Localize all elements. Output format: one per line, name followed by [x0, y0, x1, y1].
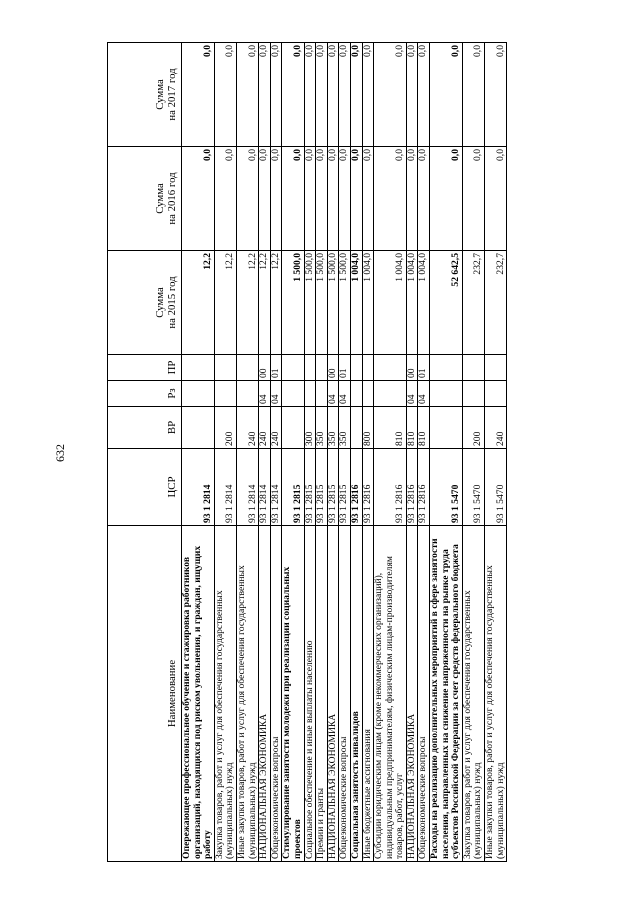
cell-sum-2017: 0,0 [485, 43, 507, 147]
cell-pr [485, 355, 507, 381]
cell-csr: 93 1 5470 [430, 449, 463, 526]
cell-name: Иные закупки товаров, работ и услуг для обеспечения государственных (муниципальных) нужд [236, 526, 258, 862]
cell-sum-2017: 0,0 [282, 43, 304, 147]
cell-pr: 01 [339, 355, 351, 381]
cell-rz [304, 381, 316, 407]
cell-sum-2017: 0,0 [350, 43, 362, 147]
cell-sum-2015: 1 004,0 [374, 251, 407, 355]
cell-sum-2015: 1 500,0 [327, 251, 339, 355]
cell-vr: 810 [418, 407, 430, 449]
cell-sum-2016: 0,0 [270, 147, 282, 251]
table-row [374, 43, 407, 862]
cell-csr: 93 1 5470 [462, 449, 484, 526]
cell-sum-2017: 0,0 [362, 43, 374, 147]
cell-csr: 93 1 2815 [316, 449, 328, 526]
cell-csr: 93 1 2816 [350, 449, 362, 526]
table-row [304, 43, 316, 862]
cell-sum-2016: 0,0 [362, 147, 374, 251]
header-csr: ЦСР [108, 449, 182, 526]
cell-sum-2015: 1 004,0 [418, 251, 430, 355]
header-name: Наименование [108, 526, 182, 862]
cell-sum-2016: 0,0 [462, 147, 484, 251]
cell-sum-2015: 232,7 [462, 251, 484, 355]
cell-name: Общеэкономические вопросы [270, 526, 282, 862]
cell-sum-2015: 232,7 [485, 251, 507, 355]
cell-sum-2017: 0,0 [182, 43, 215, 147]
table-row [350, 43, 362, 862]
rotated-table-wrapper [107, 42, 507, 862]
table-row [430, 43, 463, 862]
cell-csr: 93 1 2815 [304, 449, 316, 526]
table-row [362, 43, 374, 862]
cell-name: Общеэкономические вопросы [418, 526, 430, 862]
header-sum-2017: Сумма на 2017 год [108, 43, 182, 147]
cell-rz: 04 [406, 381, 418, 407]
cell-sum-2017: 0,0 [316, 43, 328, 147]
cell-csr: 93 1 2815 [327, 449, 339, 526]
cell-vr: 350 [339, 407, 351, 449]
cell-sum-2016: 0,0 [182, 147, 215, 251]
cell-sum-2015: 1 500,0 [339, 251, 351, 355]
table-row [182, 43, 215, 862]
cell-sum-2015: 12,2 [236, 251, 258, 355]
cell-name: НАЦИОНАЛЬНАЯ ЭКОНОМИКА [259, 526, 271, 862]
cell-csr: 93 1 2814 [236, 449, 258, 526]
cell-vr: 350 [327, 407, 339, 449]
cell-csr: 93 1 2814 [214, 449, 236, 526]
cell-sum-2017: 0,0 [327, 43, 339, 147]
cell-vr: 350 [316, 407, 328, 449]
cell-name: Субсидии юридическим лицам (кроме некоммерческих организаций), индивидуальным предпринимателям, физическим лицам-производителям товаров, работ, услуг [374, 526, 407, 862]
cell-rz: 04 [327, 381, 339, 407]
cell-pr: 00 [327, 355, 339, 381]
cell-sum-2016: 0,0 [485, 147, 507, 251]
cell-name: Закупка товаров, работ и услуг для обеспечения государственных (муниципальных) нужд [214, 526, 236, 862]
cell-sum-2017: 0,0 [339, 43, 351, 147]
cell-name: Общеэкономические вопросы [339, 526, 351, 862]
cell-pr [350, 355, 362, 381]
table-row [418, 43, 430, 862]
cell-name: Расходы на реализацию дополнительных мероприятий в сфере занятости населения, направленных на снижение напряженности на рынке труда субъектов Российской Федерации за счет средств федерального бюджета [430, 526, 463, 862]
cell-vr [350, 407, 362, 449]
cell-sum-2015: 12,2 [214, 251, 236, 355]
table-row [485, 43, 507, 862]
table-row [282, 43, 304, 862]
cell-sum-2017: 0,0 [304, 43, 316, 147]
cell-csr: 93 1 2815 [339, 449, 351, 526]
cell-sum-2017: 0,0 [214, 43, 236, 147]
cell-name: Стимулирование занятости молодежи при реализации социальных проектов [282, 526, 304, 862]
cell-csr: 93 1 2816 [374, 449, 407, 526]
cell-rz [362, 381, 374, 407]
page-number: 632 [53, 444, 67, 462]
cell-pr [214, 355, 236, 381]
cell-name: НАЦИОНАЛЬНАЯ ЭКОНОМИКА [327, 526, 339, 862]
cell-vr [182, 407, 215, 449]
cell-pr [182, 355, 215, 381]
cell-sum-2015: 1 500,0 [282, 251, 304, 355]
cell-pr [362, 355, 374, 381]
cell-pr [304, 355, 316, 381]
cell-sum-2016: 0,0 [339, 147, 351, 251]
header-vr: ВР [108, 407, 182, 449]
cell-pr [236, 355, 258, 381]
cell-rz: 04 [339, 381, 351, 407]
cell-name: Социальное обеспечение и иные выплаты населению [304, 526, 316, 862]
cell-name: Иные закупки товаров, работ и услуг для обеспечения государственных (муниципальных) нужд [485, 526, 507, 862]
cell-sum-2015: 1 500,0 [316, 251, 328, 355]
table-header-row [108, 43, 182, 862]
cell-rz [316, 381, 328, 407]
cell-pr [282, 355, 304, 381]
cell-sum-2017: 0,0 [374, 43, 407, 147]
cell-pr [374, 355, 407, 381]
cell-vr: 240 [485, 407, 507, 449]
cell-vr: 800 [362, 407, 374, 449]
cell-sum-2016: 0,0 [374, 147, 407, 251]
cell-name: Опережающее профессиональное обучение и стажировка работников организаций, находящихся под риском увольнения, и граждан, ищущих работу [182, 526, 215, 862]
cell-rz: 04 [270, 381, 282, 407]
table-row [462, 43, 484, 862]
cell-vr: 300 [304, 407, 316, 449]
cell-sum-2015: 1 004,0 [350, 251, 362, 355]
cell-csr: 93 1 2816 [406, 449, 418, 526]
cell-sum-2015: 1 004,0 [362, 251, 374, 355]
cell-rz [182, 381, 215, 407]
cell-sum-2016: 0,0 [236, 147, 258, 251]
table-row [339, 43, 351, 862]
header-rz: Рз [108, 381, 182, 407]
cell-sum-2016: 0,0 [418, 147, 430, 251]
cell-rz [485, 381, 507, 407]
cell-sum-2017: 0,0 [462, 43, 484, 147]
table-row [406, 43, 418, 862]
cell-name: Иные бюджетные ассигнования [362, 526, 374, 862]
cell-csr: 93 1 2814 [182, 449, 215, 526]
cell-rz [430, 381, 463, 407]
cell-vr: 240 [236, 407, 258, 449]
budget-table [107, 42, 507, 862]
cell-pr: 01 [418, 355, 430, 381]
cell-name: Социальная занятость инвалидов [350, 526, 362, 862]
cell-name: НАЦИОНАЛЬНАЯ ЭКОНОМИКА [406, 526, 418, 862]
cell-name: Закупка товаров, работ и услуг для обеспечения государственных (муниципальных) нужд [462, 526, 484, 862]
cell-pr: 00 [259, 355, 271, 381]
table-row [214, 43, 236, 862]
cell-sum-2016: 0,0 [282, 147, 304, 251]
cell-vr: 240 [270, 407, 282, 449]
cell-sum-2017: 0,0 [236, 43, 258, 147]
cell-csr: 93 1 2816 [418, 449, 430, 526]
cell-name: Премии и гранты [316, 526, 328, 862]
cell-rz [282, 381, 304, 407]
table-row [259, 43, 271, 862]
table-row [327, 43, 339, 862]
cell-sum-2016: 0,0 [430, 147, 463, 251]
cell-sum-2017: 0,0 [406, 43, 418, 147]
cell-csr: 93 1 2816 [362, 449, 374, 526]
cell-sum-2016: 0,0 [259, 147, 271, 251]
cell-sum-2016: 0,0 [406, 147, 418, 251]
cell-sum-2015: 1 004,0 [406, 251, 418, 355]
cell-csr: 93 1 2814 [270, 449, 282, 526]
cell-vr: 200 [462, 407, 484, 449]
cell-rz [350, 381, 362, 407]
cell-pr [462, 355, 484, 381]
cell-sum-2016: 0,0 [214, 147, 236, 251]
cell-rz [214, 381, 236, 407]
cell-pr [316, 355, 328, 381]
cell-sum-2015: 12,2 [182, 251, 215, 355]
cell-vr [430, 407, 463, 449]
cell-vr: 810 [374, 407, 407, 449]
cell-sum-2016: 0,0 [304, 147, 316, 251]
cell-vr: 240 [259, 407, 271, 449]
cell-rz: 04 [418, 381, 430, 407]
cell-csr: 93 1 2815 [282, 449, 304, 526]
table-row [270, 43, 282, 862]
cell-sum-2016: 0,0 [316, 147, 328, 251]
cell-sum-2015: 52 642,5 [430, 251, 463, 355]
cell-sum-2016: 0,0 [350, 147, 362, 251]
cell-vr: 810 [406, 407, 418, 449]
cell-pr: 00 [406, 355, 418, 381]
cell-sum-2015: 1 500,0 [304, 251, 316, 355]
cell-vr: 200 [214, 407, 236, 449]
cell-sum-2017: 0,0 [270, 43, 282, 147]
cell-csr: 93 1 5470 [485, 449, 507, 526]
header-pr: ПР [108, 355, 182, 381]
cell-sum-2017: 0,0 [430, 43, 463, 147]
header-sum-2015: Сумма на 2015 год [108, 251, 182, 355]
cell-csr: 93 1 2814 [259, 449, 271, 526]
cell-vr [282, 407, 304, 449]
cell-sum-2015: 12,2 [259, 251, 271, 355]
cell-sum-2017: 0,0 [259, 43, 271, 147]
cell-pr [430, 355, 463, 381]
cell-rz [462, 381, 484, 407]
cell-rz [236, 381, 258, 407]
header-sum-2016: Сумма на 2016 год [108, 147, 182, 251]
table-row [316, 43, 328, 862]
cell-sum-2016: 0,0 [327, 147, 339, 251]
cell-rz: 04 [259, 381, 271, 407]
cell-sum-2017: 0,0 [418, 43, 430, 147]
table-row [236, 43, 258, 862]
cell-rz [374, 381, 407, 407]
cell-sum-2015: 12,2 [270, 251, 282, 355]
cell-pr: 01 [270, 355, 282, 381]
